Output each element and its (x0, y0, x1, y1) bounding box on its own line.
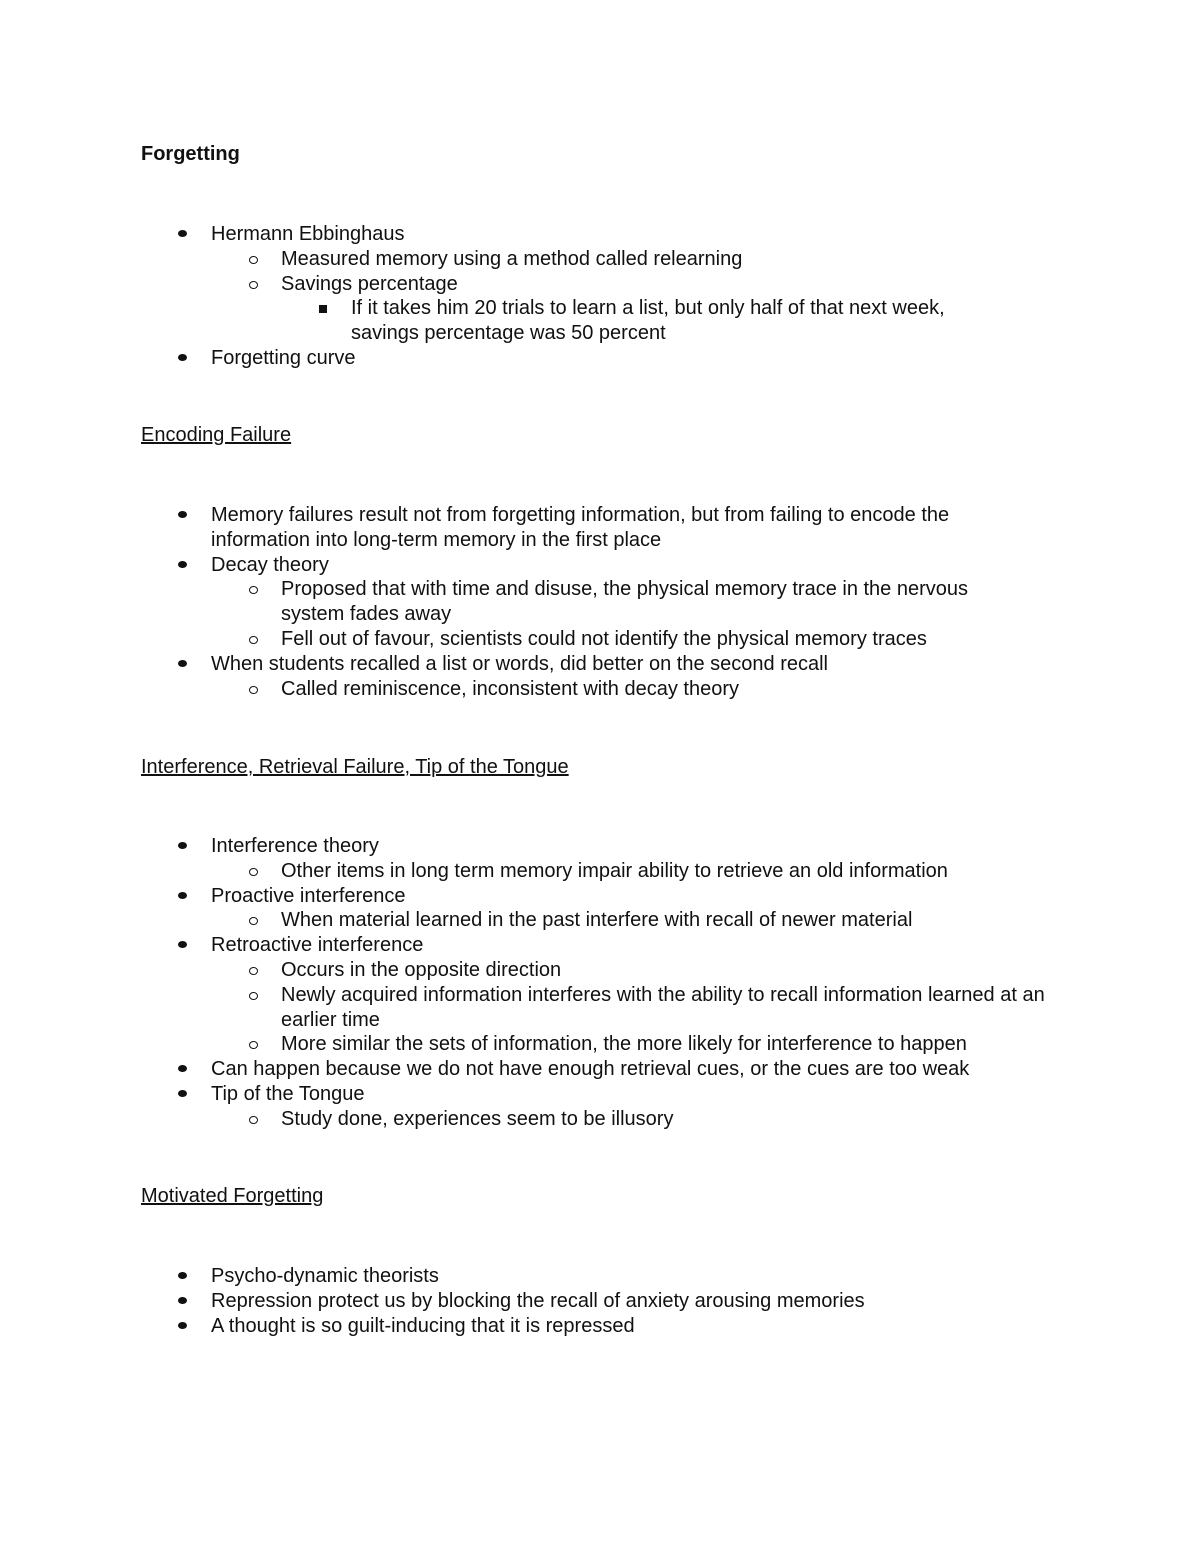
list-item (141, 1264, 1061, 1289)
circle-bullet-icon (249, 917, 258, 925)
list-item (211, 859, 1061, 884)
list-item-text: Psycho-dynamic theorists (211, 1265, 439, 1287)
disc-bullet-icon (178, 354, 187, 361)
list-item-text: Measured memory using a method called relearning (281, 247, 743, 270)
list-item (141, 1082, 1061, 1132)
disc-bullet-icon (178, 1322, 187, 1329)
list-item (281, 296, 1061, 346)
list-item (141, 652, 1061, 702)
circle-bullet-icon (249, 686, 258, 694)
list-item (211, 983, 1061, 1033)
list-item (141, 346, 1061, 371)
section-list-interference (141, 834, 1061, 1132)
list-item-text: Proactive interference (211, 884, 406, 907)
list-item-text: Memory failures result not from forgetting information, but from failing to encode the information into long-term memory in the first place (211, 504, 950, 551)
list-item (141, 553, 1061, 652)
circle-bullet-icon (249, 256, 258, 264)
list-item-text: Fell out of favour, scientists could not identify the physical memory traces (281, 627, 927, 650)
list-item-text: When students recalled a list or words, did better on the second recall (211, 652, 828, 675)
list-item-text: Called reminiscence, inconsistent with decay theory (281, 677, 739, 700)
list-item-text: Hermann Ebbinghaus (211, 223, 405, 245)
list-item (141, 222, 1061, 346)
disc-bullet-icon (178, 892, 187, 899)
list-item-text: Repression protect us by blocking the recall of anxiety arousing memories (211, 1289, 865, 1312)
section-list-encoding-failure (141, 503, 1061, 701)
circle-bullet-icon (249, 967, 258, 975)
list-item (141, 1057, 1061, 1082)
section-heading-interference: Interference, Retrieval Failure, Tip of the Tongue (141, 756, 569, 778)
list-item-text: Newly acquired information interferes with the ability to recall information learned at an earlier time (281, 983, 1045, 1031)
disc-bullet-icon (178, 1065, 187, 1072)
list-item-text: Interference theory (211, 835, 379, 857)
disc-bullet-icon (178, 842, 187, 849)
list-item-text: Occurs in the opposite direction (281, 958, 562, 981)
list-item-text: Tip of the Tongue (211, 1082, 365, 1105)
list-item-text: Decay theory (211, 553, 329, 576)
page-title: Forgetting (141, 143, 240, 165)
list-item (141, 1289, 1061, 1314)
list-item (211, 627, 1061, 652)
list-item (211, 577, 1061, 627)
list-item (211, 272, 1061, 346)
disc-bullet-icon (178, 1297, 187, 1304)
section-heading-motivated-forgetting: Motivated Forgetting (141, 1185, 324, 1207)
list-item-text: Retroactive interference (211, 934, 424, 957)
list-item (211, 677, 1061, 702)
disc-bullet-icon (178, 660, 187, 667)
list-item (211, 958, 1061, 983)
disc-bullet-icon (178, 230, 187, 237)
circle-bullet-icon (249, 636, 258, 644)
list-item (141, 1314, 1061, 1339)
list-item-text: Savings percentage (281, 272, 458, 295)
list-item-text: Study done, experiences seem to be illusory (281, 1107, 674, 1130)
disc-bullet-icon (178, 1272, 187, 1279)
disc-bullet-icon (178, 1090, 187, 1097)
list-item-text: Proposed that with time and disuse, the physical memory trace in the nervous system fades away (281, 578, 969, 626)
list-item (141, 503, 1061, 553)
list-item-text: When material learned in the past interfere with recall of newer material (281, 909, 913, 932)
list-item-text: Forgetting curve (211, 346, 356, 369)
section-list-motivated-forgetting (141, 1264, 1061, 1338)
section-list-intro (141, 222, 1061, 371)
circle-bullet-icon (249, 1116, 258, 1124)
circle-bullet-icon (249, 281, 258, 289)
disc-bullet-icon (178, 561, 187, 568)
list-item-text: Can happen because we do not have enough retrieval cues, or the cues are too weak (211, 1058, 970, 1081)
list-item-text: Other items in long term memory impair ability to retrieve an old information (281, 859, 948, 882)
list-item (211, 1032, 1061, 1057)
square-bullet-icon (319, 305, 327, 313)
list-item (141, 884, 1061, 934)
list-item (141, 933, 1061, 1057)
list-item (211, 1107, 1061, 1132)
circle-bullet-icon (249, 868, 258, 876)
list-item-text: A thought is so guilt-inducing that it is repressed (211, 1314, 635, 1337)
section-heading-encoding-failure: Encoding Failure (141, 424, 292, 446)
circle-bullet-icon (249, 1041, 258, 1049)
list-item (141, 834, 1061, 884)
list-item (211, 908, 1061, 933)
circle-bullet-icon (249, 586, 258, 594)
list-item (211, 247, 1061, 272)
disc-bullet-icon (178, 511, 187, 518)
list-item-text: If it takes him 20 trials to learn a list, but only half of that next week, savings percentage was 50 percent (351, 297, 945, 345)
circle-bullet-icon (249, 992, 258, 1000)
disc-bullet-icon (178, 941, 187, 948)
list-item-text: More similar the sets of information, the more likely for interference to happen (281, 1033, 967, 1056)
